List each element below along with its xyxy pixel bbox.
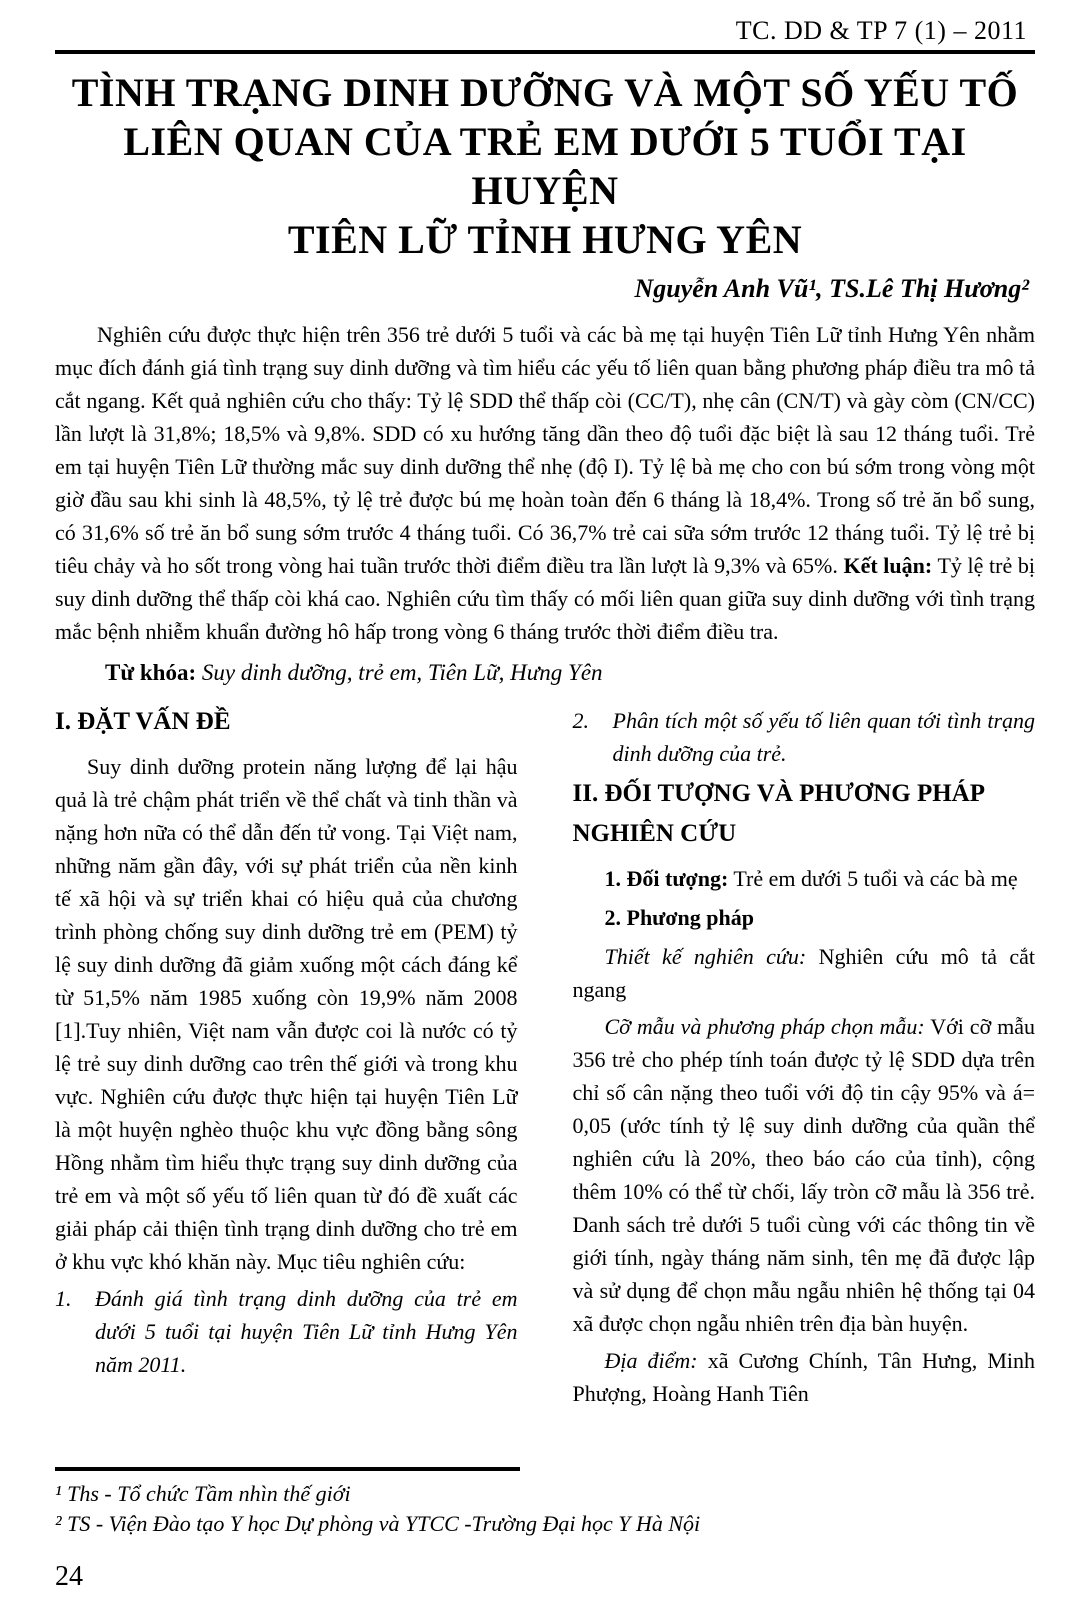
objective-item-2 (573, 704, 1036, 770)
objective-1-number: 1. (55, 1286, 72, 1311)
sample-label: Cỡ mẫu và phương pháp chọn mẫu: (604, 1014, 925, 1039)
objective-1-text: Đánh giá tình trạng dinh dưỡng của trẻ em dưới 5 tuổi tại huyện Tiên Lữ tỉnh Hưng Yên năm 2011. (95, 1286, 518, 1377)
intro-paragraph: Suy dinh dưỡng protein năng lượng để lại hậu quả là trẻ chậm phát triển về thể chất và tinh thần và nặng hơn nữa có thể dẫn đến tử vong. Tại Việt nam, những năm gần đây, với sự phát triển của nền kinh tế xã hội và sự triển khai có hiệu quả của chương trình phòng chống suy dinh dưỡng trẻ em (PEM) tỷ lệ suy dinh dưỡng đã giảm xuống một cách đáng kể từ 51,5% năm 1985 xuống còn 19,9% năm 2008 [1].Tuy nhiên, Việt nam vẫn được coi là nước có tỷ lệ trẻ suy dinh dưỡng cao trên thế giới và trong khu vực. Nghiên cứu được thực hiện tại huyện Tiên Lữ là một huyện nghèo thuộc khu vực đồng bằng sông Hồng nhằm tìm hiểu thực trạng suy dinh dưỡng của trẻ em và một số yếu tố liên quan từ đó đề xuất các giải pháp cải thiện tình trạng dinh dưỡng cho trẻ em ở khu vực khó khăn này. Mục tiêu nghiên cứu: (55, 754, 518, 1274)
keywords-line (55, 660, 1035, 686)
methods-subheading: 2. Phương pháp (604, 905, 754, 930)
keywords-label: Từ khóa: (105, 660, 197, 685)
section-heading-intro: I. ĐẶT VẤN ĐỀ (55, 708, 231, 735)
footnote-2: ² TS - Viện Đào tạo Y học Dự phòng và YTCC -Trường Đại học Y Hà Nội (55, 1511, 701, 1536)
authors-line: Nguyễn Anh Vũ¹, TS.Lê Thị Hương² (634, 274, 1029, 303)
design-text: Nghiên cứu mô tả cắt ngang (572, 944, 1035, 1002)
sample-paragraph (573, 1010, 1036, 1340)
design-paragraph (573, 940, 1036, 1006)
title-line-3: TIÊN LỮ TỈNH HƯNG YÊN (287, 217, 803, 262)
page-number: 24 (55, 1561, 83, 1592)
location-paragraph (573, 1344, 1036, 1410)
keywords-text: Suy dinh dưỡng, trẻ em, Tiên Lữ, Hưng Yên (201, 660, 603, 685)
journal-header-text: TC. DD & TP 7 (1) – 2011 (735, 16, 1027, 45)
section-heading-methods: II. ĐỐI TƯỢNG VÀ PHƯƠNG PHÁP NGHIÊN CỨU (572, 780, 984, 847)
title-line-1: TÌNH TRẠNG DINH DƯỠNG VÀ MỘT SỐ YẾU TỐ (71, 70, 1019, 115)
location-text: xã Cương Chính, Tân Hưng, Minh Phượng, Hoàng Hanh Tiên (572, 1348, 1035, 1406)
objective-item-1 (55, 1282, 518, 1381)
two-column-body (55, 700, 1035, 1410)
abstract-paragraph (55, 318, 1035, 648)
subjects-paragraph (573, 862, 1036, 895)
abstract-conclusion-label: Kết luận: (843, 553, 933, 578)
footer-zone (55, 1467, 1035, 1593)
subjects-label: 1. Đối tượng: (604, 866, 729, 891)
abstract-body-text: Nghiên cứu được thực hiện trên 356 trẻ dưới 5 tuổi và các bà mẹ tại huyện Tiên Lữ tỉnh Hưng Yên nhằm mục đích đánh giá tình trạng suy dinh dưỡng và tìm hiểu các yếu tố liên quan bằng phương pháp điều tra mô tả cắt ngang. Kết quả nghiên cứu cho thấy: Tỷ lệ SDD thể thấp còi (CC/T), nhẹ cân (CN/T) và gày còm (CN/CC) lần lượt là 31,8%; 18,5% và 9,8%. SDD có xu hướng tăng dần theo độ tuổi đặc biệt là sau 12 tháng tuổi. Trẻ em tại huyện Tiên Lữ thường mắc suy dinh dưỡng thể nhẹ (độ I). Tỷ lệ bà mẹ cho con bú sớm trong vòng một giờ đầu sau khi sinh là 48,5%, tỷ lệ trẻ được bú mẹ hoàn toàn đến 6 tháng là 18,4%. Trong số trẻ ăn bổ sung, có 31,6% số trẻ ăn bổ sung sớm trước 4 tháng tuổi. Có 36,7% trẻ cai sữa sớm trước 12 tháng tuổi. Tỷ lệ trẻ bị tiêu chảy và ho sốt trong vòng hai tuần trước thời điểm điều tra lần lượt là 9,3% và 65%. (55, 322, 1035, 578)
left-column (55, 700, 518, 1410)
sample-text: Với cỡ mẫu 356 trẻ cho phép tính toán được tỷ lệ SDD dựa trên chỉ số cân nặng theo tuổi với độ tin cậy 95% và á= 0,05 (ước tính tỷ lệ suy dinh dưỡng của quần thể nghiên cứu là 20%, theo báo cáo của tỉnh), cộng thêm 10% có thể từ chối, lấy tròn cỡ mẫu là 356 trẻ. Danh sách trẻ dưới 5 tuổi cùng với các thông tin về giới tính, ngày tháng năm sinh, tên mẹ đã được lập và sử dụng để chọn mẫu ngẫu nhiên hệ thống tại 04 xã được chọn ngẫu nhiên trên địa bàn huyện. (572, 1014, 1035, 1336)
design-label: Thiết kế nghiên cứu: (604, 944, 807, 969)
abstract-conclusion-text: Tỷ lệ trẻ bị suy dinh dưỡng thể thấp còi khá cao. Nghiên cứu tìm thấy có mối liên quan giữa suy dinh dưỡng với tình trạng mắc bệnh nhiễm khuẩn đường hô hấp trong vòng 6 tháng trước thời điểm điều tra. (55, 553, 1035, 644)
footnote-1: ¹ Ths - Tổ chức Tầm nhìn thế giới (55, 1481, 351, 1506)
objective-2-number: 2. (572, 708, 589, 733)
right-column (573, 700, 1036, 1410)
article-title (55, 68, 1035, 264)
footnote-divider (55, 1467, 520, 1471)
subjects-text: Trẻ em dưới 5 tuổi và các bà mẹ (728, 866, 1018, 891)
title-line-2: LIÊN QUAN CỦA TRẺ EM DƯỚI 5 TUỔI TẠI HUYỆN (123, 119, 967, 213)
location-label: Địa điểm: (604, 1348, 698, 1373)
header-divider (55, 50, 1035, 54)
objective-2-text: Phân tích một số yếu tố liên quan tới tình trạng dinh dưỡng của trẻ. (612, 708, 1035, 766)
